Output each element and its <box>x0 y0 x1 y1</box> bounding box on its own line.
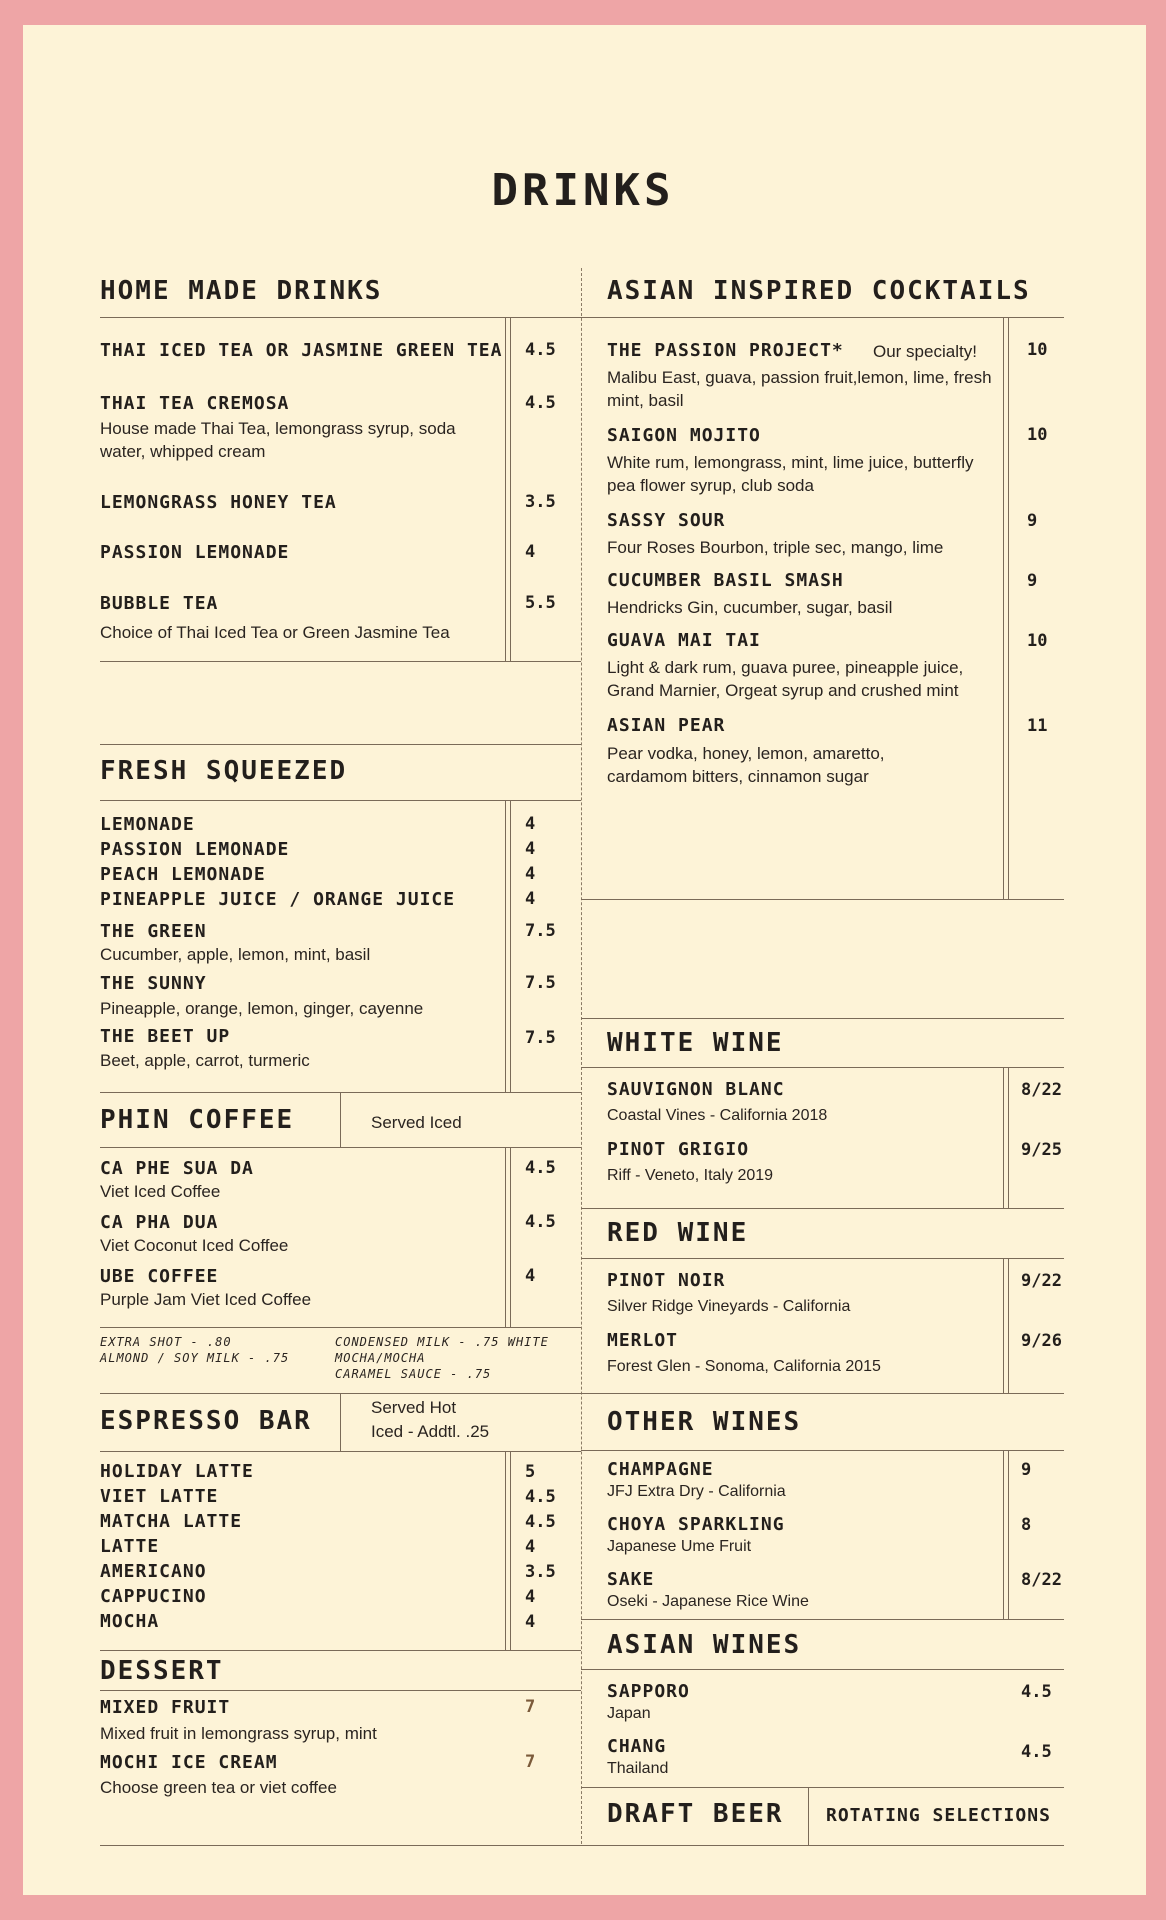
menu-item-price: 4.5 <box>1021 1742 1052 1762</box>
menu-item-name: MIXED FRUIT <box>100 1697 231 1718</box>
menu-item-name: CAPPUCINO <box>100 1586 207 1607</box>
divider <box>100 661 581 662</box>
divider <box>581 1619 1064 1620</box>
menu-item-price: 4 <box>525 1587 536 1607</box>
menu-item-description: Choose green tea or viet coffee <box>100 1778 337 1797</box>
divider <box>510 317 511 661</box>
fresh-simple-prices <box>525 812 535 912</box>
menu-item-price: 4.5 <box>1021 1682 1052 1702</box>
menu-item-price: 4 <box>525 889 536 909</box>
menu-item-description: Malibu East, guava, passion fruit,lemon, lime, fresh mint, basil <box>607 368 992 410</box>
divider <box>808 1787 809 1845</box>
menu-item-price: 9 <box>1027 511 1038 531</box>
menu-item-price: 4 <box>525 839 536 859</box>
divider <box>505 1451 506 1650</box>
menu-item-description: Mixed fruit in lemongrass syrup, mint <box>100 1724 377 1743</box>
menu-item-name: MOCHI ICE CREAM <box>100 1752 278 1773</box>
espresso-list <box>100 1459 254 1634</box>
menu-item-price: 9/26 <box>1021 1331 1062 1351</box>
menu-item-name: CHANG <box>607 1736 667 1757</box>
menu-item-name: LEMONADE <box>100 814 195 835</box>
menu-item-description: White rum, lemongrass, mint, lime juice, butterfly pea flower syrup, club soda <box>607 453 974 495</box>
menu-item-name: THAI TEA CREMOSA <box>100 393 290 414</box>
menu-item-price: 3.5 <box>525 1562 556 1582</box>
menu-item-price: 7 <box>525 1752 536 1772</box>
bottom-rule <box>100 1845 1064 1846</box>
menu-item-description: Japan <box>607 1705 651 1722</box>
divider <box>505 1147 506 1327</box>
phin-coffee-heading: PHIN COFFEE <box>100 1105 295 1135</box>
menu-item-description: Light & dark rum, guava puree, pineapple juice, Grand Marnier, Orgeat syrup and crushed mint <box>607 658 964 700</box>
asian-wines-heading: ASIAN WINES <box>607 1630 802 1660</box>
menu-item-price: 9 <box>1027 571 1038 591</box>
menu-item-price: 7.5 <box>525 1028 556 1048</box>
other-wines-heading: OTHER WINES <box>607 1407 802 1437</box>
menu-item-price: 10 <box>1027 340 1048 360</box>
menu-item-name: THAI ICED TEA OR JASMINE GREEN TEA <box>100 340 503 361</box>
menu-item-name: PASSION LEMONADE <box>100 542 290 563</box>
menu-item-name: MERLOT <box>607 1330 679 1351</box>
menu-item-name: LEMONGRASS HONEY TEA <box>100 492 337 513</box>
divider <box>1003 317 1004 899</box>
menu-item-name: THE PASSION PROJECT* <box>607 340 844 361</box>
menu-item-name: ASIAN PEAR <box>607 715 726 736</box>
divider <box>581 1018 1064 1019</box>
menu-item-description: Coastal Vines - California 2018 <box>607 1107 828 1124</box>
menu-item-price: 7 <box>525 1697 536 1717</box>
divider <box>100 1147 581 1148</box>
fresh-squeezed-heading: FRESH SQUEEZED <box>100 756 348 786</box>
divider <box>100 1451 581 1452</box>
divider <box>581 1208 1064 1209</box>
menu-item-name: VIET LATTE <box>100 1486 219 1507</box>
extra-option: ALMOND / SOY MILK - .75 <box>100 1351 290 1365</box>
white-wine-heading: WHITE WINE <box>607 1028 784 1058</box>
menu-item-description: Four Roses Bourbon, triple sec, mango, lime <box>607 538 944 557</box>
divider <box>581 1393 1064 1394</box>
red-wine-heading: RED WINE <box>607 1218 749 1248</box>
extra-option: CARAMEL SAUCE - .75 <box>335 1367 492 1381</box>
divider <box>100 744 581 745</box>
menu-item-name: BUBBLE TEA <box>100 593 219 614</box>
menu-item-name: MATCHA LATTE <box>100 1511 243 1532</box>
menu-item-description: JFJ Extra Dry - California <box>607 1483 786 1500</box>
menu-item-name: AMERICANO <box>100 1561 207 1582</box>
menu-item-price: 4 <box>525 1537 536 1557</box>
menu-item-description: Viet Iced Coffee <box>100 1182 221 1201</box>
menu-item-description: Pear vodka, honey, lemon, amaretto, cardamom bitters, cinnamon sugar <box>607 744 885 786</box>
espresso-bar-heading: ESPRESSO BAR <box>100 1406 312 1436</box>
menu-item-price: 8 <box>1021 1515 1032 1535</box>
extras-list <box>335 1334 549 1382</box>
extra-option: CONDENSED MILK - .75 WHITE <box>335 1335 549 1349</box>
divider <box>100 317 581 318</box>
menu-item-price: 4 <box>525 542 536 562</box>
menu-item-name: PINOT GRIGIO <box>607 1139 750 1160</box>
draft-beer-note: ROTATING SELECTIONS <box>826 1805 1051 1826</box>
menu-item-name: PEACH LEMONADE <box>100 864 266 885</box>
divider <box>505 317 506 661</box>
dessert-heading: DESSERT <box>100 1656 224 1686</box>
divider <box>1008 1258 1009 1393</box>
home-made-heading: HOME MADE DRINKS <box>100 276 383 306</box>
menu-item-name: PASSION LEMONADE <box>100 839 290 860</box>
menu-item-description: Cucumber, apple, lemon, mint, basil <box>100 945 371 964</box>
divider <box>100 800 581 801</box>
divider <box>340 1393 341 1451</box>
divider <box>100 1650 581 1651</box>
menu-item-name: LATTE <box>100 1536 160 1557</box>
menu-item-description: Thailand <box>607 1760 669 1777</box>
menu-item-price: 4.5 <box>525 1487 556 1507</box>
menu-item-description: Choice of Thai Iced Tea or Green Jasmine Tea <box>100 623 450 642</box>
menu-item-name: CHAMPAGNE <box>607 1459 714 1480</box>
divider <box>1003 1450 1004 1619</box>
menu-item-name: MOCHA <box>100 1611 160 1632</box>
menu-item-name: PINOT NOIR <box>607 1270 726 1291</box>
menu-item-name: THE SUNNY <box>100 973 207 994</box>
menu-item-description: Purple Jam Viet Iced Coffee <box>100 1290 312 1309</box>
menu-item-price: 4.5 <box>525 1512 556 1532</box>
menu-item-name: CA PHE SUA DA <box>100 1158 254 1179</box>
menu-item-name: THE GREEN <box>100 921 207 942</box>
cocktails-heading: ASIAN INSPIRED COCKTAILS <box>607 276 1031 306</box>
divider <box>581 1787 1064 1788</box>
menu-item-price: 5 <box>525 1462 536 1482</box>
divider <box>1003 1067 1004 1208</box>
menu-item-description: Oseki - Japanese Rice Wine <box>607 1593 809 1610</box>
draft-beer-heading: DRAFT BEER <box>607 1799 784 1829</box>
menu-item-name: UBE COFFEE <box>100 1266 219 1287</box>
menu-item-price: 4.5 <box>525 1158 556 1178</box>
divider <box>581 1669 1064 1670</box>
divider <box>581 1450 1064 1451</box>
menu-item-price: 4 <box>525 1266 536 1286</box>
divider <box>581 1258 1064 1259</box>
menu-item-price: 9/25 <box>1021 1140 1062 1160</box>
divider <box>1008 317 1009 899</box>
menu-item-price: 8/22 <box>1021 1080 1062 1100</box>
divider <box>581 899 1064 900</box>
fresh-simple-list <box>100 812 455 912</box>
menu-item-price: 8/22 <box>1021 1570 1062 1590</box>
menu-item-name: CA PHA DUA <box>100 1212 219 1233</box>
menu-item-price: 4.5 <box>525 393 556 413</box>
divider <box>510 1147 511 1327</box>
center-divider <box>581 268 582 1844</box>
menu-item-description: House made Thai Tea, lemongrass syrup, soda water, whipped cream <box>100 419 456 461</box>
divider <box>1008 1067 1009 1208</box>
divider <box>100 1690 581 1691</box>
menu-item-description: Beet, apple, carrot, turmeric <box>100 1051 310 1070</box>
menu-item-price: 7.5 <box>525 973 556 993</box>
extra-option: EXTRA SHOT - .80 <box>100 1335 232 1349</box>
menu-item-description: Riff - Veneto, Italy 2019 <box>607 1167 774 1184</box>
menu-item-description: Forest Glen - Sonoma, California 2015 <box>607 1358 881 1375</box>
espresso-note: Served Hot <box>371 1398 457 1417</box>
menu-item-name: PINEAPPLE JUICE / ORANGE JUICE <box>100 889 456 910</box>
menu-item-price: 3.5 <box>525 492 556 512</box>
menu-item-name: THE BEET UP <box>100 1026 231 1047</box>
menu-item-description: Silver Ridge Vineyards - California <box>607 1298 851 1315</box>
menu-item-name: SAUVIGNON BLANC <box>607 1079 785 1100</box>
menu-item-price: 4 <box>525 1612 536 1632</box>
menu-item-price: 11 <box>1027 716 1048 736</box>
menu-item-name: SASSY SOUR <box>607 510 726 531</box>
menu-item-price: 10 <box>1027 631 1048 651</box>
extra-option: MOCHA/MOCHA <box>335 1351 426 1365</box>
menu-item-price: 9/22 <box>1021 1271 1062 1291</box>
menu-item-name: HOLIDAY LATTE <box>100 1461 254 1482</box>
specialty-note: Our specialty! <box>873 342 977 361</box>
menu-item-price: 4 <box>525 864 536 884</box>
menu-item-name: GUAVA MAI TAI <box>607 630 761 651</box>
menu-item-price: 4 <box>525 814 536 834</box>
divider <box>100 1327 581 1328</box>
menu-item-name: CUCUMBER BASIL SMASH <box>607 570 844 591</box>
menu-item-price: 4.5 <box>525 340 556 360</box>
menu-item-description: Japanese Ume Fruit <box>607 1538 752 1555</box>
menu-item-description: Hendricks Gin, cucumber, sugar, basil <box>607 598 893 617</box>
divider <box>340 1092 341 1147</box>
divider <box>1003 1258 1004 1393</box>
menu-item-price: 10 <box>1027 425 1048 445</box>
menu-item-price: 5.5 <box>525 593 556 613</box>
menu-item-name: SAPPORO <box>607 1681 690 1702</box>
divider <box>581 1067 1064 1068</box>
menu-item-name: SAIGON MOJITO <box>607 425 761 446</box>
menu-item-description: Viet Coconut Iced Coffee <box>100 1236 289 1255</box>
page-title: DRINKS <box>491 165 675 216</box>
extras-list <box>100 1334 289 1366</box>
menu-item-name: CHOYA SPARKLING <box>607 1514 785 1535</box>
menu-item-price: 9 <box>1021 1460 1032 1480</box>
menu-item-description: Pineapple, orange, lemon, ginger, cayenne <box>100 999 424 1018</box>
divider <box>510 1451 511 1650</box>
divider <box>1008 1450 1009 1619</box>
divider <box>581 317 1064 318</box>
menu-item-name: SAKE <box>607 1569 655 1590</box>
menu-item-price: 7.5 <box>525 921 556 941</box>
menu-item-price: 4.5 <box>525 1212 556 1232</box>
phin-note: Served Iced <box>371 1113 462 1132</box>
espresso-prices <box>525 1460 556 1635</box>
divider <box>505 800 506 1092</box>
espresso-note: Iced - Addtl. .25 <box>371 1422 490 1441</box>
divider <box>510 800 511 1092</box>
